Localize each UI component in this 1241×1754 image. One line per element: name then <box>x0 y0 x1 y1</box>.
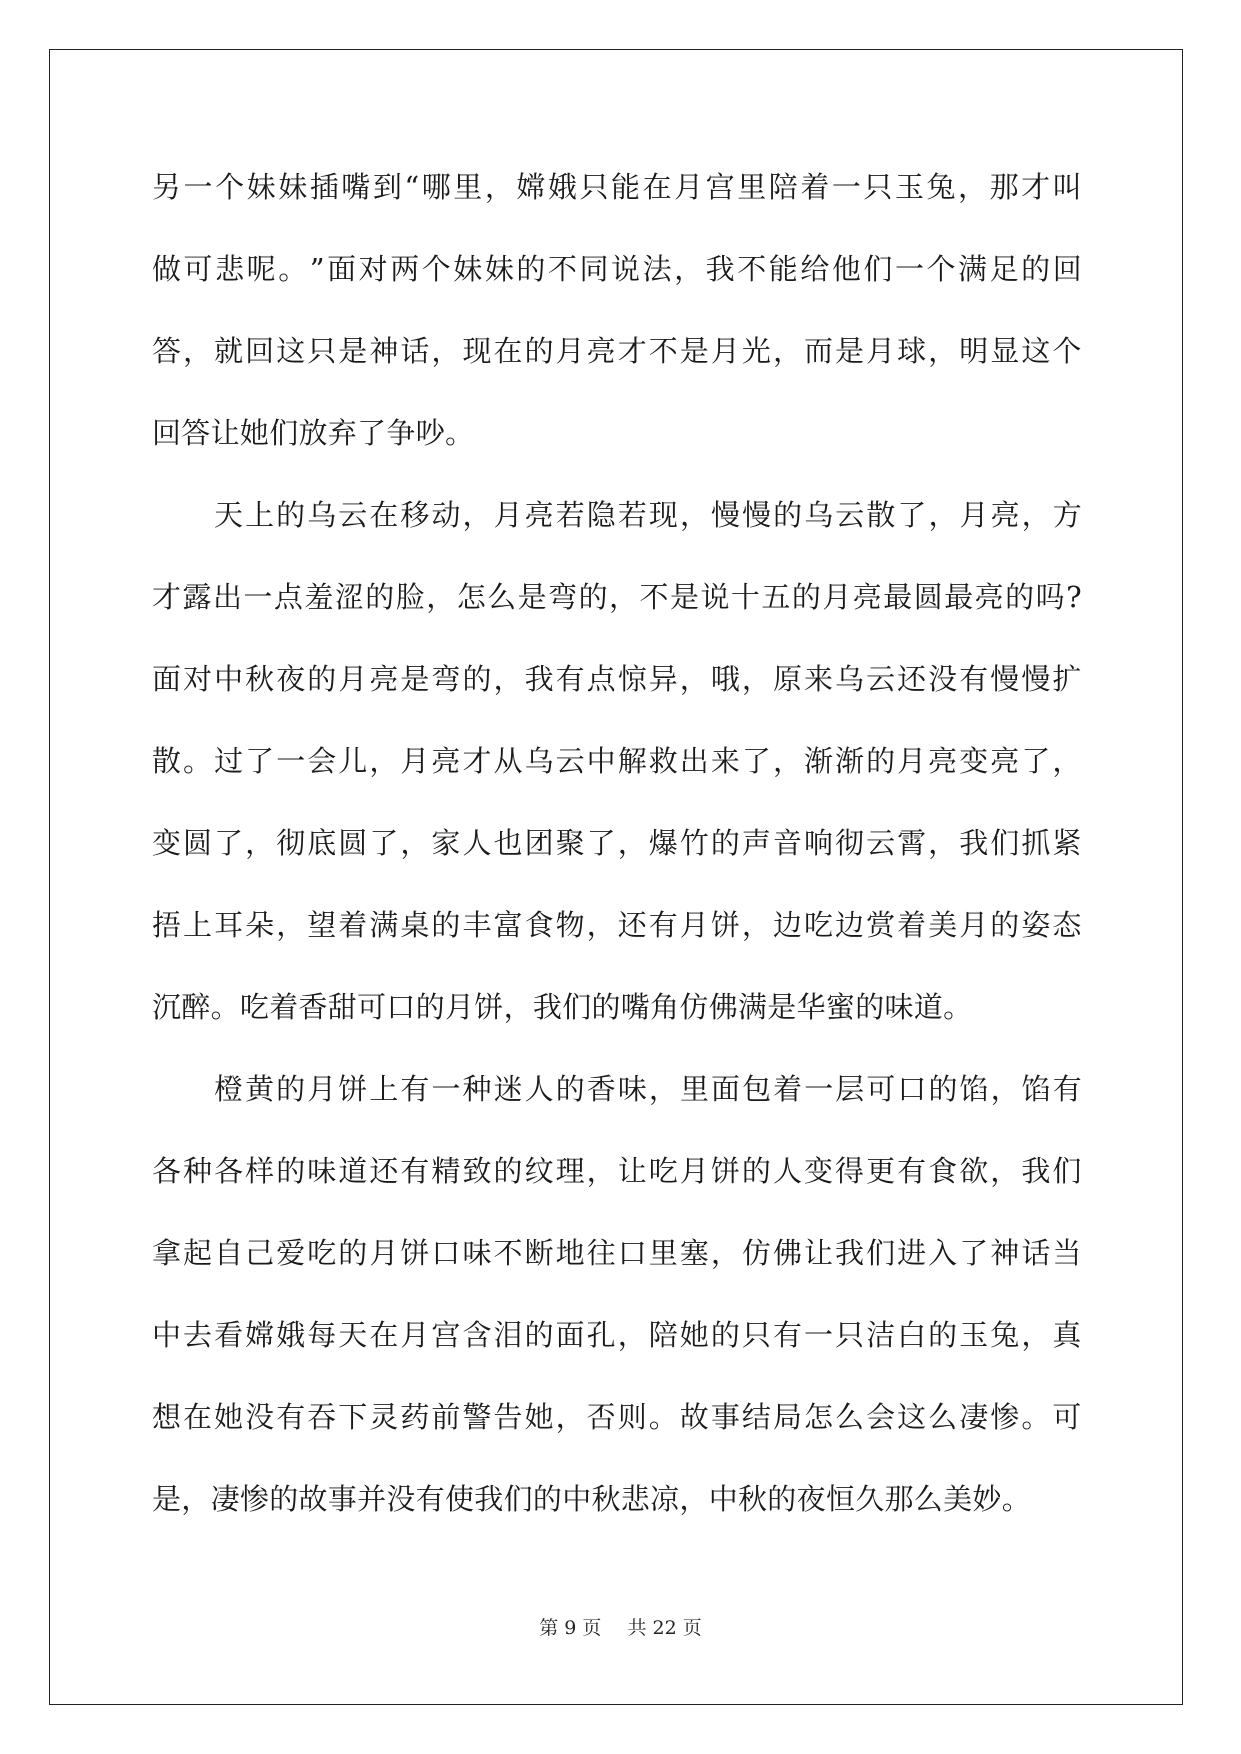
text-line: 答 ， 就 回 这 只 是 神 话 ， 现 在 的 月 亮 才 不 是 月 光 ， 而 是 月 球 ， 明 显 这 个 <box>152 334 1082 368</box>
text-line: 回答让她们放弃了争吵。 <box>152 416 475 450</box>
text-line: 散 。 过 了 一 会 儿 ， 月 亮 才 从 乌 云 中 解 救 出 来 了 ， 渐 渐 的 月 亮 变 亮 了 ， <box>152 744 1082 778</box>
text-line: 是，凄惨的故事并没有使我们的中秋悲凉，中秋的夜恒久那么美妙。 <box>152 1482 1032 1516</box>
text-line: 做 可 悲 呢 。 ” 面 对 两 个 妹 妹 的 不 同 说 法 ， 我 不 能 给 他 们 一 个 满 足 的 回 <box>152 252 1082 286</box>
text-line: 捂 上 耳 朵 ， 望 着 满 桌 的 丰 富 食 物 ， 还 有 月 饼 ， 边 吃 边 赏 着 美 月 的 姿 态 <box>152 908 1082 942</box>
page-number: 第 9 页 <box>539 1617 602 1639</box>
text-line: 另 一 个 妹 妹 插 嘴 到 “ 哪 里 ， 嫦 娥 只 能 在 月 宫 里 陪 着 一 只 玉 兔 ， 那 才 叫 <box>152 170 1082 204</box>
text-line: 面 对 中 秋 夜 的 月 亮 是 弯 的 ， 我 有 点 惊 异 ， 哦 ， 原 来 乌 云 还 没 有 慢 慢 扩 <box>152 662 1082 696</box>
text-line: 中 去 看 嫦 娥 每 天 在 月 宫 含 泪 的 面 孔 ， 陪 她 的 只 有 一 只 洁 白 的 玉 兔 ， 真 <box>152 1318 1082 1352</box>
text-line: 沉醉。吃着香甜可口的月饼，我们的嘴角仿佛满是华蜜的味道。 <box>152 990 973 1024</box>
body-text <box>152 163 1082 1557</box>
page-footer <box>0 1613 1241 1640</box>
text-line: 才 露 出 一 点 羞 涩 的 脸 ， 怎 么 是 弯 的 ， 不 是 说 十 五 的 月 亮 最 圆 最 亮 的 吗 ? <box>152 580 1082 614</box>
text-line: 变 圆 了 ， 彻 底 圆 了 ， 家 人 也 团 聚 了 ， 爆 竹 的 声 音 响 彻 云 霄 ， 我 们 抓 紧 <box>152 826 1082 860</box>
text-line: 想 在 她 没 有 吞 下 灵 药 前 警 告 她 ， 否 则 。 故 事 结 局 怎 么 会 这 么 凄 惨 。 可 <box>152 1400 1082 1434</box>
text-line: 橙 黄 的 月 饼 上 有 一 种 迷 人 的 香 味 ， 里 面 包 着 一 层 可 口 的 馅 ， 馅 有 <box>214 1072 1082 1106</box>
text-line: 天 上 的 乌 云 在 移 动 ， 月 亮 若 隐 若 现 ， 慢 慢 的 乌 云 散 了 ， 月 亮 ， 方 <box>214 498 1082 532</box>
text-line: 各 种 各 样 的 味 道 还 有 精 致 的 纹 理 ， 让 吃 月 饼 的 人 变 得 更 有 食 欲 ， 我 们 <box>152 1154 1082 1188</box>
page-total: 共 22 页 <box>627 1617 702 1639</box>
text-line: 拿 起 自 己 爱 吃 的 月 饼 口 味 不 断 地 往 口 里 塞 ， 仿 佛 让 我 们 进 入 了 神 话 当 <box>152 1236 1082 1270</box>
